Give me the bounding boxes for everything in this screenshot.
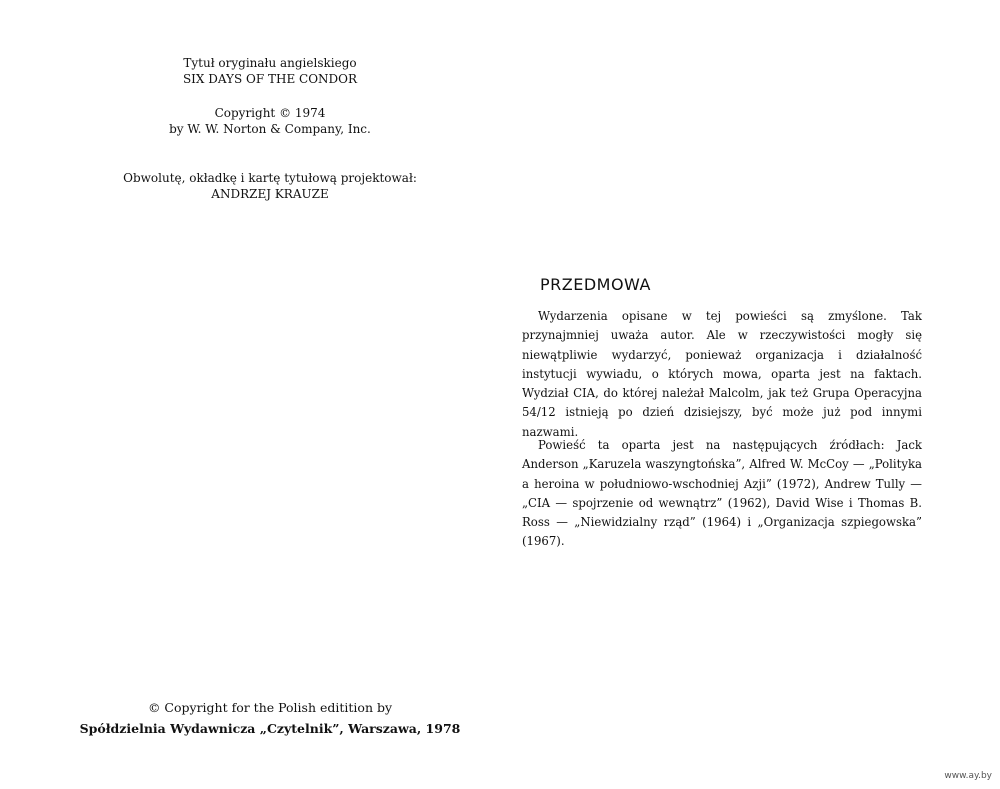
preface-paragraph-1: Wydarzenia opisane w tej powieści są zmyślone. Tak przynajmniej uważa autor. Ale w rzeczywistości mogły się niewątpliwie wydarzyć, ponieważ organizacja i działalność instytucji wywiadu, o których mowa, oparta jest na faktach. Wydział CIA, do której należał Malcolm, jak też Grupa Operacyjna 54/12 istnieją po dzień dzisiejszy, być może już pod innymi nazwami. — [522, 309, 922, 439]
section-title: PRZEDMOWA — [540, 275, 651, 294]
designer-name: ANDRZEJ KRAUZE — [211, 187, 329, 201]
polish-copyright-block — [0, 697, 540, 739]
polish-copyright-line: © Copyright for the Polish editition by — [147, 700, 393, 715]
copyright-holder: by W. W. Norton & Company, Inc. — [169, 122, 371, 136]
original-title: SIX DAYS OF THE CONDOR — [182, 72, 358, 86]
copyright-block — [0, 105, 540, 137]
original-title-label: Tytuł oryginału angielskiego — [183, 56, 357, 70]
design-credit-label: Obwolutę, okładkę i kartę tytułową projektował: — [123, 171, 417, 185]
preface-paragraph-2: Powieść ta oparta jest na następujących źródłach: Jack Anderson „Karuzela waszyngtońska”, Alfred W. McCoy — „Polityka a heroina w południowo-wschodniej Azji” (1972), Andrew Tully — „CIA — spojrzenie od wewnątrz” (1962), David Wise i Thomas B. Ross — „Niewidzialny rząd” (1964) i „Organizacja szpiegowska” (1967). — [522, 438, 922, 549]
design-credit-block — [0, 170, 540, 202]
right-page — [500, 0, 1000, 789]
watermark: www.ay.by — [944, 771, 992, 781]
original-title-block — [0, 55, 540, 87]
publisher-line: Spółdzielnia Wydawnicza „Czytelnik”, Warszawa, 1978 — [79, 721, 461, 736]
copyright-line: Copyright © 1974 — [214, 106, 326, 120]
